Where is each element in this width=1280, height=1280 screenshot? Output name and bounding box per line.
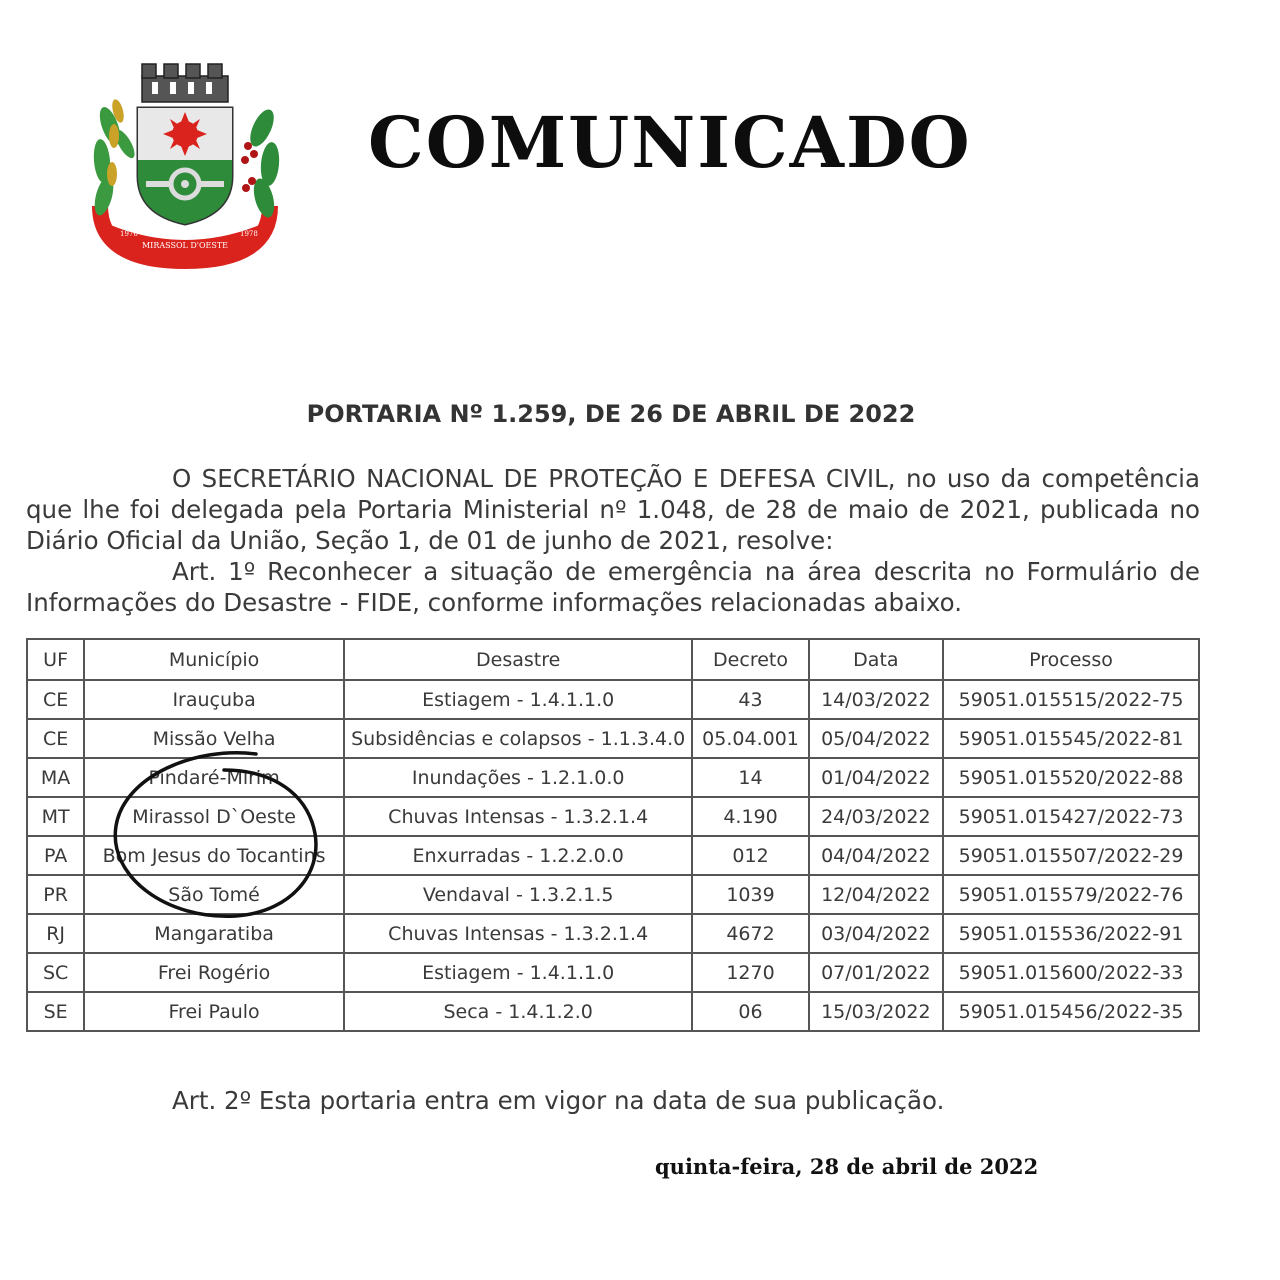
cell-desastre: Seca - 1.4.1.2.0 (344, 992, 692, 1031)
cell-data: 12/04/2022 (809, 875, 943, 914)
cell-processo: 59051.015536/2022-91 (943, 914, 1199, 953)
cell-decreto: 14 (692, 758, 808, 797)
cell-municipio: Mangaratiba (84, 914, 344, 953)
svg-text:MIRASSOL D'OESTE: MIRASSOL D'OESTE (141, 241, 229, 250)
coat-of-arms-logo (80, 56, 290, 272)
table-row (27, 836, 1199, 875)
cell-desastre: Subsidências e colapsos - 1.1.3.4.0 (344, 719, 692, 758)
cell-processo: 59051.015545/2022-81 (943, 719, 1199, 758)
table-row (27, 680, 1199, 719)
cell-municipio: Bom Jesus do Tocantins (84, 836, 344, 875)
disaster-table (26, 638, 1200, 1032)
cell-desastre: Estiagem - 1.4.1.1.0 (344, 953, 692, 992)
column-header-municipio: Município (84, 639, 344, 680)
cell-decreto: 1039 (692, 875, 808, 914)
cell-data: 01/04/2022 (809, 758, 943, 797)
cell-uf: SC (27, 953, 84, 992)
cell-desastre: Chuvas Intensas - 1.3.2.1.4 (344, 914, 692, 953)
cell-data: 07/01/2022 (809, 953, 943, 992)
svg-text:1976: 1976 (120, 230, 138, 238)
cell-processo: 59051.015579/2022-76 (943, 875, 1199, 914)
cell-data: 04/04/2022 (809, 836, 943, 875)
portaria-title: PORTARIA Nº 1.259, DE 26 DE ABRIL DE 2022 (306, 400, 916, 428)
cell-processo: 59051.015507/2022-29 (943, 836, 1199, 875)
article-2-text: Art. 2º Esta portaria entra em vigor na data de sua publicação. (172, 1086, 945, 1115)
column-header-data: Data (809, 639, 943, 680)
cell-decreto: 1270 (692, 953, 808, 992)
cell-decreto: 43 (692, 680, 808, 719)
cell-processo: 59051.015520/2022-88 (943, 758, 1199, 797)
cell-data: 03/04/2022 (809, 914, 943, 953)
publication-date: quinta-feira, 28 de abril de 2022 (655, 1154, 1039, 1179)
table-row (27, 992, 1199, 1031)
cell-uf: PR (27, 875, 84, 914)
table-header-row (27, 639, 1199, 680)
cell-uf: RJ (27, 914, 84, 953)
cell-desastre: Chuvas Intensas - 1.3.2.1.4 (344, 797, 692, 836)
svg-text:1978: 1978 (240, 230, 258, 238)
cell-processo: 59051.015600/2022-33 (943, 953, 1199, 992)
cell-municipio: Missão Velha (84, 719, 344, 758)
column-header-decreto: Decreto (692, 639, 808, 680)
cell-uf: CE (27, 680, 84, 719)
table-row (27, 914, 1199, 953)
cell-desastre: Vendaval - 1.3.2.1.5 (344, 875, 692, 914)
cell-municipio: Pindaré-Mirim (84, 758, 344, 797)
preamble-paragraph: O SECRETÁRIO NACIONAL DE PROTEÇÃO E DEFESA CIVIL, no uso da competência que lhe foi delegada pela Portaria Ministerial nº 1.048, de 28 de maio de 2021, publicada no Diário Oficial da União, Seção 1, de 01 de junho de 2021, resolve: (26, 464, 1200, 555)
cell-municipio: Irauçuba (84, 680, 344, 719)
cell-decreto: 05.04.001 (692, 719, 808, 758)
cell-municipio: Frei Paulo (84, 992, 344, 1031)
cell-processo: 59051.015515/2022-75 (943, 680, 1199, 719)
cell-data: 05/04/2022 (809, 719, 943, 758)
table-row (27, 719, 1199, 758)
table-row (27, 797, 1199, 836)
table-row (27, 875, 1199, 914)
cell-decreto: 4672 (692, 914, 808, 953)
page-title: COMUNICADO (368, 101, 972, 184)
cell-uf: PA (27, 836, 84, 875)
cell-uf: MT (27, 797, 84, 836)
cell-processo: 59051.015427/2022-73 (943, 797, 1199, 836)
cell-data: 14/03/2022 (809, 680, 943, 719)
cell-data: 24/03/2022 (809, 797, 943, 836)
cell-municipio: Mirassol D`Oeste (84, 797, 344, 836)
cell-uf: SE (27, 992, 84, 1031)
cell-desastre: Inundações - 1.2.1.0.0 (344, 758, 692, 797)
column-header-desastre: Desastre (344, 639, 692, 680)
cell-uf: MA (27, 758, 84, 797)
cell-processo: 59051.015456/2022-35 (943, 992, 1199, 1031)
coat-of-arms-icon (80, 56, 290, 272)
cell-desastre: Enxurradas - 1.2.2.0.0 (344, 836, 692, 875)
cell-decreto: 4.190 (692, 797, 808, 836)
column-header-processo: Processo (943, 639, 1199, 680)
cell-municipio: São Tomé (84, 875, 344, 914)
article-1-paragraph: Art. 1º Reconhecer a situação de emergência na área descrita no Formulário de Informações do Desastre - FIDE, conforme informações relacionadas abaixo. (26, 557, 1200, 617)
cell-data: 15/03/2022 (809, 992, 943, 1031)
cell-desastre: Estiagem - 1.4.1.1.0 (344, 680, 692, 719)
cell-municipio: Frei Rogério (84, 953, 344, 992)
table-row (27, 758, 1199, 797)
cell-uf: CE (27, 719, 84, 758)
cell-decreto: 012 (692, 836, 808, 875)
table-row (27, 953, 1199, 992)
cell-decreto: 06 (692, 992, 808, 1031)
column-header-uf: UF (27, 639, 84, 680)
